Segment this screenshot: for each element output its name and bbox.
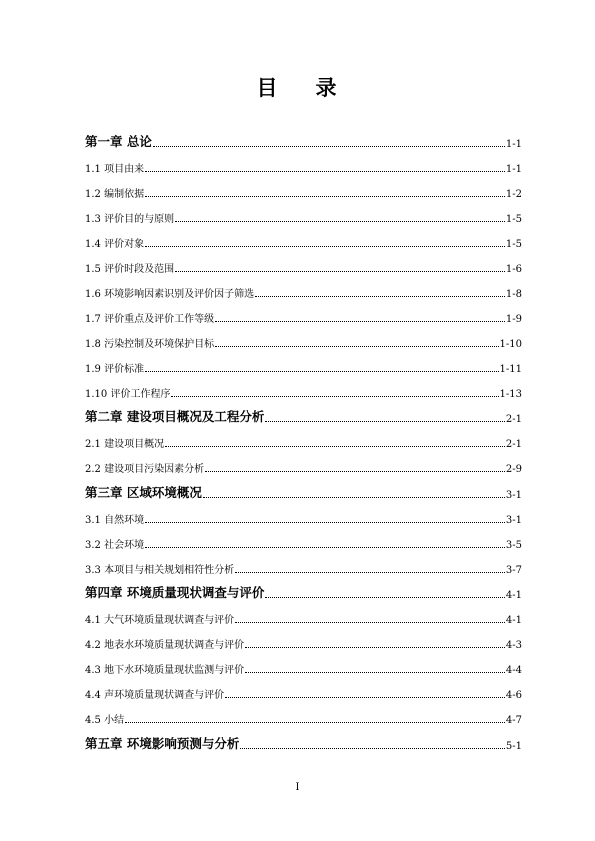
toc-dot-leader [145,521,505,523]
toc-entry-page: 1-2 [505,188,522,200]
toc-section-entry[interactable] [85,701,522,726]
toc-section-entry[interactable] [85,275,522,300]
toc-entry-title: 第二章 建设项目概况及工程分析 [85,409,265,424]
toc-section-entry[interactable] [85,425,522,450]
toc-dot-leader [265,420,505,422]
toc-entry-page: 2-9 [505,464,522,475]
toc-dot-leader [145,370,498,372]
title-char-2: 录 [315,76,339,100]
toc-entry-title: 1.1 项目由来 [85,163,145,175]
toc-entry-page: 4-1 [505,590,522,601]
toc-entry-page: 2-1 [505,414,522,425]
toc-entry-page: 1-10 [499,338,522,350]
toc-entry-page: 1-11 [499,363,522,375]
toc-entry-page: 4-3 [505,640,522,651]
toc-entry-page: 2-1 [505,439,522,450]
toc-section-entry[interactable] [85,551,522,576]
toc-entry-title: 1.6 环境影响因素识别及评价因子筛选 [85,288,255,300]
toc-entry-page: 4-7 [505,715,522,726]
toc-section-entry[interactable] [85,200,522,225]
toc-entry-title: 1.8 污染控制及环境保护目标 [85,338,215,350]
toc-entry-title: 第一章 总论 [85,133,152,149]
toc-chapter-entry[interactable] [85,726,522,752]
toc-dot-leader [235,571,505,573]
table-of-contents [85,124,522,752]
toc-section-entry[interactable] [85,601,522,626]
toc-entry-title: 第五章 环境影响预测与分析 [85,735,240,751]
toc-entry-title: 1.3 评价目的与原则 [85,213,175,225]
title-char-1: 目 [256,76,280,100]
toc-entry-title: 3.2 社会环境 [85,539,145,551]
page-number: I [295,782,300,793]
toc-entry-title: 第三章 区域环境概况 [85,484,202,500]
toc-section-entry[interactable] [85,526,522,551]
toc-section-entry[interactable] [85,375,522,400]
toc-entry-page: 5-1 [505,740,522,752]
toc-section-entry[interactable] [85,325,522,350]
toc-dot-leader [175,270,505,272]
toc-entry-page: 1-13 [499,388,522,400]
toc-section-entry[interactable] [85,450,522,475]
toc-entry-page: 3-1 [505,514,522,526]
toc-entry-page: 3-1 [505,489,522,501]
toc-dot-leader [125,721,505,723]
toc-entry-title: 4.1 大气环境质量现状调查与评价 [85,615,235,626]
toc-entry-page: 4-6 [505,690,522,701]
toc-entry-page: 4-4 [505,665,522,676]
toc-dot-leader [145,546,505,548]
toc-entry-title: 4.3 地下水环境质量现状监测与评价 [85,665,245,676]
toc-section-entry[interactable] [85,626,522,651]
toc-dot-leader [153,145,505,147]
toc-entry-page: 1-9 [505,313,522,325]
toc-entry-page: 3-7 [505,564,522,576]
toc-section-entry[interactable] [85,350,522,375]
toc-dot-leader [145,170,505,172]
toc-chapter-entry[interactable] [85,124,522,150]
toc-entry-title: 4.4 声环境质量现状调查与评价 [85,690,225,701]
toc-entry-page: 1-1 [505,138,522,150]
toc-entry-page: 3-5 [505,539,522,551]
toc-dot-leader [225,696,505,698]
toc-entry-title: 1.9 评价标准 [85,363,145,375]
toc-dot-leader [240,747,505,749]
toc-dot-leader [205,470,505,472]
toc-entry-page: 1-6 [505,263,522,275]
toc-entry-page: 1-8 [505,288,522,300]
toc-dot-leader [145,195,505,197]
toc-entry-title: 第四章 环境质量现状调查与评价 [85,585,265,600]
toc-entry-title: 4.2 地表水环境质量现状调查与评价 [85,640,245,651]
toc-section-entry[interactable] [85,175,522,200]
toc-chapter-entry[interactable] [85,475,522,501]
toc-dot-leader [265,596,505,598]
toc-entry-title: 3.1 自然环境 [85,514,145,526]
toc-dot-leader [245,671,505,673]
toc-chapter-entry[interactable] [85,400,522,426]
toc-section-entry[interactable] [85,676,522,701]
toc-section-entry[interactable] [85,150,522,175]
toc-dot-leader [215,320,505,322]
toc-dot-leader [255,295,505,297]
toc-entry-page: 4-1 [505,615,522,626]
toc-chapter-entry[interactable] [85,576,522,602]
toc-entry-page: 1-5 [505,213,522,225]
toc-dot-leader [245,646,505,648]
toc-dot-leader [171,395,498,397]
toc-entry-title: 1.7 评价重点及评价工作等级 [85,313,215,325]
toc-entry-title: 1.4 评价对象 [85,238,145,250]
toc-section-entry[interactable] [85,300,522,325]
toc-dot-leader [203,496,505,498]
toc-entry-page: 1-1 [505,163,522,175]
toc-section-entry[interactable] [85,225,522,250]
toc-entry-title: 1.10 评价工作程序 [85,388,171,400]
toc-dot-leader [235,621,505,623]
toc-entry-page: 1-5 [505,238,522,250]
toc-entry-title: 1.2 编制依据 [85,188,145,200]
toc-entry-title: 3.3 本项目与相关规划相符性分析 [85,564,235,576]
toc-entry-title: 2.2 建设项目污染因素分析 [85,464,205,475]
toc-dot-leader [175,220,505,222]
toc-entry-title: 4.5 小结 [85,715,125,726]
toc-dot-leader [165,445,505,447]
toc-entry-title: 1.5 评价时段及范围 [85,263,175,275]
toc-dot-leader [215,345,498,347]
toc-section-entry[interactable] [85,501,522,526]
toc-section-entry[interactable] [85,651,522,676]
toc-entry-title: 2.1 建设项目概况 [85,439,165,450]
page-title [0,72,595,102]
toc-dot-leader [145,245,505,247]
toc-section-entry[interactable] [85,250,522,275]
